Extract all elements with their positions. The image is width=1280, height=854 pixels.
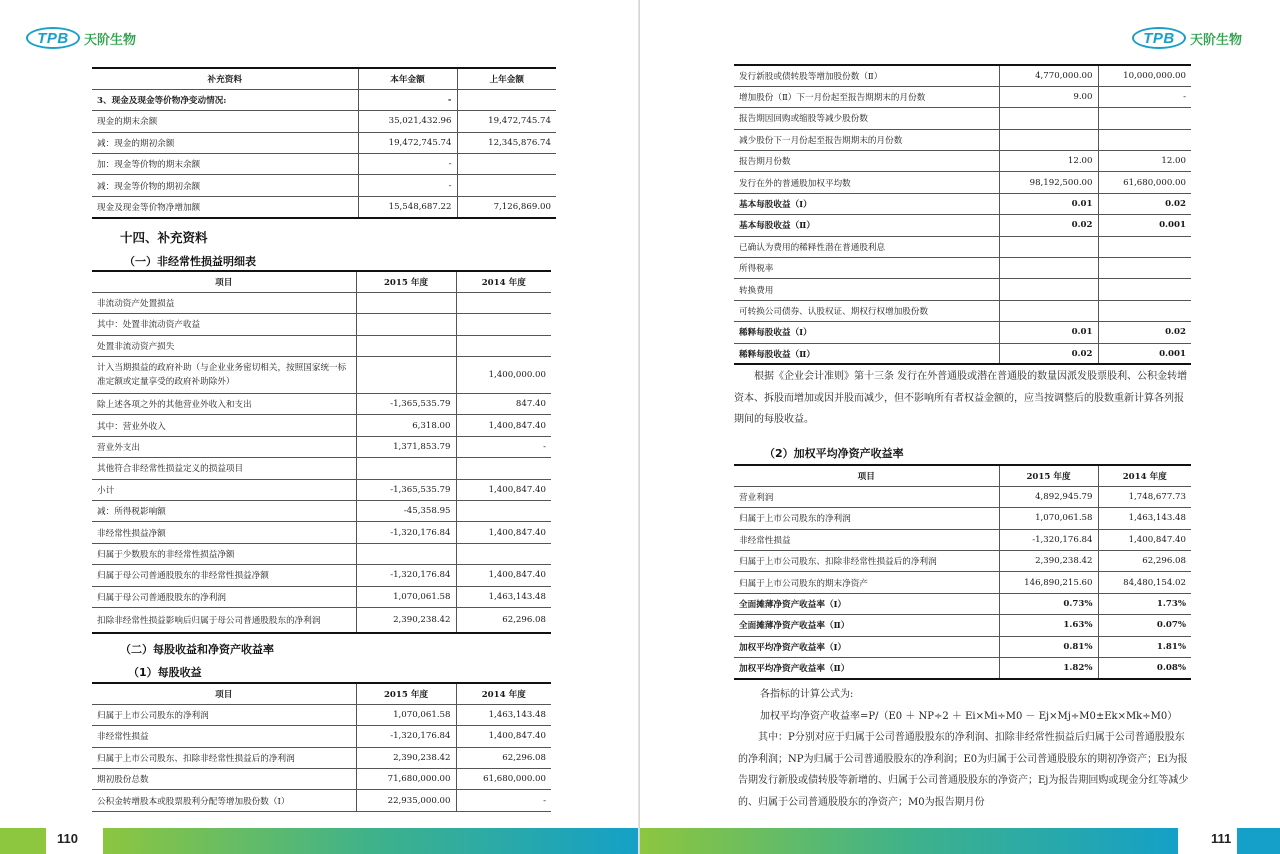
cell-value: 0.07% [1098, 615, 1191, 636]
column-header: 项目 [92, 271, 356, 292]
table-row [734, 215, 1191, 236]
page-number: 111 [1211, 831, 1232, 846]
cell-value [1098, 236, 1191, 257]
cell-value: - [358, 154, 457, 175]
cell-value: 61,680,000.00 [456, 769, 551, 790]
cell-value: 0.73% [999, 593, 1098, 614]
row-label: 处置非流动资产损失 [92, 335, 356, 356]
cell-value: 9.00 [999, 86, 1098, 107]
column-header: 2015 年度 [999, 465, 1098, 486]
cell-value: 1,463,143.48 [456, 704, 551, 725]
cell-value: 62,296.08 [456, 747, 551, 768]
cell-value [999, 279, 1098, 300]
cell-value [356, 314, 456, 335]
column-header: 项目 [92, 683, 356, 704]
row-label: 增加股份（Ⅱ）下一月份起至报告期期末的月份数 [734, 86, 999, 107]
cell-value: 1,400,847.40 [456, 479, 551, 500]
table-row [734, 300, 1191, 321]
row-label: 公积金转增股本或股票股利分配等增加股份数（Ⅰ） [92, 790, 356, 811]
cell-value: 1.82% [999, 658, 1098, 679]
row-label: 全面摊薄净资产收益率（Ⅰ） [734, 593, 999, 614]
table-row [92, 726, 551, 747]
cell-value [999, 129, 1098, 150]
row-label: 期初股份总数 [92, 769, 356, 790]
paragraph: 其中：P分别对应于归属于公司普通股股东的净利润、扣除非经常性损益后归属于公司普通股股东的净利润；NP为归属于公司普通股股东的净利润；E0为归属于公司普通股股东的期初净资产；Ei为报告期发行新股或债转股等新增的、归属于公司普通股股东的净资产；Ej为报告期回购或现金分红等减少的、归属于公司普通股股东的净资产；M0为报告期月份 [738, 732, 1189, 808]
cell-value: 19,472,745.74 [358, 132, 457, 153]
table-row [92, 394, 551, 415]
section-title: 十四、补充资料 [120, 230, 208, 245]
table-row [734, 508, 1191, 529]
table-row [734, 151, 1191, 172]
column-header: 2015 年度 [356, 271, 456, 292]
table-row [92, 154, 556, 175]
cell-value: 0.81% [999, 636, 1098, 657]
cell-value: -1,320,176.84 [999, 529, 1098, 550]
column-header: 2014 年度 [456, 271, 551, 292]
row-label: 营业利润 [734, 486, 999, 507]
cell-value: 15,548,687.22 [358, 196, 457, 217]
cell-value: 35,021,432.96 [358, 111, 457, 132]
cell-value [999, 236, 1098, 257]
row-label: 小计 [92, 479, 356, 500]
cell-value: 84,480,154.02 [1098, 572, 1191, 593]
row-label: 减：所得税影响额 [92, 501, 356, 522]
cell-value [1098, 279, 1191, 300]
cell-value: 12,345,876.74 [457, 132, 556, 153]
cell-value: 62,296.08 [456, 607, 551, 633]
footer-bar [0, 828, 46, 854]
table-row [734, 486, 1191, 507]
table-row [734, 108, 1191, 129]
row-label: 报告期月份数 [734, 151, 999, 172]
cell-value: 71,680,000.00 [356, 769, 456, 790]
table-row [734, 636, 1191, 657]
eps-table [92, 682, 551, 812]
cell-value [999, 300, 1098, 321]
cell-value: 6,318.00 [356, 415, 456, 436]
row-label: 所得税率 [734, 258, 999, 279]
cell-value: -1,320,176.84 [356, 565, 456, 586]
column-header: 2014 年度 [456, 683, 551, 704]
table-row [734, 615, 1191, 636]
cell-value: 61,680,000.00 [1098, 172, 1191, 193]
row-label: 已确认为费用的稀释性潜在普通股利息 [734, 236, 999, 257]
row-label: 减：现金等价物的期初余额 [92, 175, 358, 196]
cell-value: 4,770,000.00 [999, 65, 1098, 86]
table-row [92, 132, 556, 153]
cell-value [457, 154, 556, 175]
cell-value: 146,890,215.60 [999, 572, 1098, 593]
cell-value: 19,472,745.74 [457, 111, 556, 132]
subsection-title: （1）每股收益 [128, 666, 202, 679]
row-label: 归属于上市公司股东的净利润 [92, 704, 356, 725]
row-label: 加权平均净资产收益率（Ⅰ） [734, 636, 999, 657]
table-row [92, 292, 551, 313]
row-label: 归属于上市公司股东的期末净资产 [734, 572, 999, 593]
cell-value: 12.00 [1098, 151, 1191, 172]
cell-value: 1,371,853.79 [356, 436, 456, 457]
table-row [734, 279, 1191, 300]
company-logo [1132, 26, 1242, 50]
cell-value [457, 89, 556, 110]
cell-value [1098, 129, 1191, 150]
cell-value: 0.02 [999, 215, 1098, 236]
table-row [92, 436, 551, 457]
cell-value: 0.02 [1098, 193, 1191, 214]
column-header: 上年金额 [457, 68, 556, 89]
row-label: 除上述各项之外的其他营业外收入和支出 [92, 394, 356, 415]
cell-value: 2,390,238.42 [999, 551, 1098, 572]
row-label: 其中：处置非流动资产收益 [92, 314, 356, 335]
table-row [734, 129, 1191, 150]
table-row [92, 479, 551, 500]
subsection-title: （2）加权平均净资产收益率 [764, 447, 904, 460]
cell-value: - [456, 790, 551, 811]
cell-value: 1,070,061.58 [356, 704, 456, 725]
company-logo [26, 26, 136, 50]
table-row [734, 343, 1191, 364]
table-row [734, 236, 1191, 257]
eps-continued-table [734, 64, 1191, 365]
cell-value [456, 543, 551, 564]
cell-value: -45,358.95 [356, 501, 456, 522]
cell-value: 1,463,143.48 [456, 586, 551, 607]
cell-value: 847.40 [456, 394, 551, 415]
cell-value [456, 335, 551, 356]
table-row [92, 175, 556, 196]
cell-value [456, 501, 551, 522]
row-label: 计入当期损益的政府补助（与企业业务密切相关，按照国家统一标准定额或定量享受的政府补助除外） [92, 357, 356, 394]
row-label: 现金的期末余额 [92, 111, 358, 132]
table-row [734, 86, 1191, 107]
row-label: 其中：营业外收入 [92, 415, 356, 436]
table-row [734, 593, 1191, 614]
roe-table [734, 464, 1191, 680]
cell-value [1098, 258, 1191, 279]
row-label: 基本每股收益（Ⅱ） [734, 215, 999, 236]
table-row [92, 458, 551, 479]
cell-value: 1,400,847.40 [456, 522, 551, 543]
table-row [92, 522, 551, 543]
table-row [92, 607, 551, 633]
cell-value [999, 258, 1098, 279]
row-label: 非经常性损益 [92, 726, 356, 747]
cell-value: -1,320,176.84 [356, 522, 456, 543]
column-header: 2015 年度 [356, 683, 456, 704]
row-label: 非经常性损益净额 [92, 522, 356, 543]
cell-value: 7,126,869.00 [457, 196, 556, 217]
row-label: 基本每股收益（Ⅰ） [734, 193, 999, 214]
table-row [92, 357, 551, 394]
cell-value: 2,390,238.42 [356, 747, 456, 768]
cell-value: - [1098, 86, 1191, 107]
cell-value: 2,390,238.42 [356, 607, 456, 633]
logo-name: 天阶生物 [84, 32, 137, 48]
column-header: 项目 [734, 465, 999, 486]
table-row [734, 551, 1191, 572]
row-label: 归属于少数股东的非经常性损益净额 [92, 543, 356, 564]
table-row [734, 529, 1191, 550]
row-label: 其他符合非经常性损益定义的损益项目 [92, 458, 356, 479]
row-label: 归属于母公司普通股股东的非经常性损益净额 [92, 565, 356, 586]
row-label: 扣除非经常性损益影响后归属于母公司普通股股东的净利润 [92, 607, 356, 633]
table-row [734, 65, 1191, 86]
cell-value [356, 335, 456, 356]
cell-value [999, 108, 1098, 129]
row-label: 归属于上市公司股东、扣除非经常性损益后的净利润 [734, 551, 999, 572]
cell-value: 62,296.08 [1098, 551, 1191, 572]
column-header: 补充资料 [92, 68, 358, 89]
table-row [92, 196, 556, 217]
cell-value: 1,463,143.48 [1098, 508, 1191, 529]
footer-bar [103, 828, 640, 854]
cell-value: -1,320,176.84 [356, 726, 456, 747]
cell-value [356, 543, 456, 564]
row-label: 报告期因回购或缩股等减少股份数 [734, 108, 999, 129]
cell-value: 1,070,061.58 [999, 508, 1098, 529]
table-row [92, 704, 551, 725]
logo-abbr: TPB [26, 27, 80, 49]
paragraph: 根据《企业会计准则》第十三条 发行在外普通股或潜在普通股的数量因派发股票股利、公积金转增资本、拆股而增加或因并股而减少，但不影响所有者权益金额的，应当按调整后的股数重新计算各列报期间的每股收益。 [734, 371, 1188, 425]
subsection-title: （一）非经常性损益明细表 [124, 255, 256, 268]
cell-value: 12.00 [999, 151, 1098, 172]
row-label: 现金及现金等价物净增加额 [92, 196, 358, 217]
row-label: 非经常性损益 [734, 529, 999, 550]
table-row [92, 543, 551, 564]
row-label: 归属于上市公司股东的净利润 [734, 508, 999, 529]
cell-value: 1.81% [1098, 636, 1191, 657]
row-label: 可转换公司债券、认股权证、期权行权增加股份数 [734, 300, 999, 321]
table-row [92, 586, 551, 607]
row-label: 全面摊薄净资产收益率（Ⅱ） [734, 615, 999, 636]
table-row [734, 658, 1191, 679]
table-row [92, 314, 551, 335]
row-label: 稀释每股收益（Ⅱ） [734, 343, 999, 364]
table-row [734, 258, 1191, 279]
row-label: 发行在外的普通股加权平均数 [734, 172, 999, 193]
table-row [92, 89, 556, 110]
cell-value: 0.001 [1098, 343, 1191, 364]
cell-value: 98,192,500.00 [999, 172, 1098, 193]
cell-value [456, 314, 551, 335]
row-label: 加：现金等价物的期末余额 [92, 154, 358, 175]
table-row [92, 769, 551, 790]
cell-value: 1,400,847.40 [456, 565, 551, 586]
supplementary-cash-table [92, 67, 556, 219]
logo-abbr: TPB [1132, 27, 1186, 49]
row-label: 减：现金的期初余额 [92, 132, 358, 153]
cell-value: 10,000,000.00 [1098, 65, 1191, 86]
table-row [92, 335, 551, 356]
cell-value: 22,935,000.00 [356, 790, 456, 811]
cell-value [356, 357, 456, 394]
table-row [92, 790, 551, 811]
table-row [92, 415, 551, 436]
cell-value [1098, 300, 1191, 321]
cell-value: 0.08% [1098, 658, 1191, 679]
cell-value: 0.02 [999, 343, 1098, 364]
formula: 加权平均净资产收益率=P/（E0 ＋ NP÷2 ＋ Ei×Mi÷M0 － Ej×Mj÷M0±Ek×Mk÷M0） [760, 711, 1178, 722]
cell-value: 0.01 [999, 322, 1098, 343]
cell-value: 1,400,847.40 [456, 726, 551, 747]
cell-value [356, 292, 456, 313]
row-label: 减少股份下一月份起至报告期期末的月份数 [734, 129, 999, 150]
cell-value: 1.63% [999, 615, 1098, 636]
cell-value: 1,400,847.40 [1098, 529, 1191, 550]
subsection-title: （二）每股收益和净资产收益率 [120, 643, 274, 656]
cell-value: -1,365,535.79 [356, 394, 456, 415]
table-row [92, 501, 551, 522]
footer-bar [1237, 828, 1280, 854]
cell-value: 0.01 [999, 193, 1098, 214]
cell-value: 4,892,945.79 [999, 486, 1098, 507]
cell-value: 0.02 [1098, 322, 1191, 343]
cell-value [456, 292, 551, 313]
footer-bar [640, 828, 1178, 854]
cell-value: - [358, 175, 457, 196]
cell-value [1098, 108, 1191, 129]
right-page [640, 0, 1280, 854]
row-label: 非流动资产处置损益 [92, 292, 356, 313]
cell-value [457, 175, 556, 196]
row-label: 转换费用 [734, 279, 999, 300]
table-row [734, 572, 1191, 593]
row-label: 稀释每股收益（Ⅰ） [734, 322, 999, 343]
row-label: 营业外支出 [92, 436, 356, 457]
table-row [92, 747, 551, 768]
page-number: 110 [57, 831, 78, 846]
cell-value: - [358, 89, 457, 110]
row-label: 3、现金及现金等价物净变动情况: [92, 89, 358, 110]
row-label: 发行新股或债转股等增加股份数（Ⅱ） [734, 65, 999, 86]
column-header: 2014 年度 [1098, 465, 1191, 486]
cell-value: 1,400,847.40 [456, 415, 551, 436]
table-row [92, 565, 551, 586]
cell-value: -1,365,535.79 [356, 479, 456, 500]
row-label: 归属于上市公司股东、扣除非经常性损益后的净利润 [92, 747, 356, 768]
row-label: 加权平均净资产收益率（Ⅱ） [734, 658, 999, 679]
table-row [734, 172, 1191, 193]
column-header: 本年金额 [358, 68, 457, 89]
non-recurring-gains-table [92, 270, 551, 634]
cell-value: 1.73% [1098, 593, 1191, 614]
table-row [734, 193, 1191, 214]
logo-name: 天阶生物 [1190, 32, 1243, 48]
formula-intro: 各指标的计算公式为: [760, 689, 854, 700]
cell-value: - [456, 436, 551, 457]
cell-value: 1,748,677.73 [1098, 486, 1191, 507]
cell-value [356, 458, 456, 479]
table-row [92, 111, 556, 132]
table-row [734, 322, 1191, 343]
cell-value: 0.001 [1098, 215, 1191, 236]
cell-value: 1,400,000.00 [456, 357, 551, 394]
cell-value [456, 458, 551, 479]
row-label: 归属于母公司普通股股东的净利润 [92, 586, 356, 607]
cell-value: 1,070,061.58 [356, 586, 456, 607]
